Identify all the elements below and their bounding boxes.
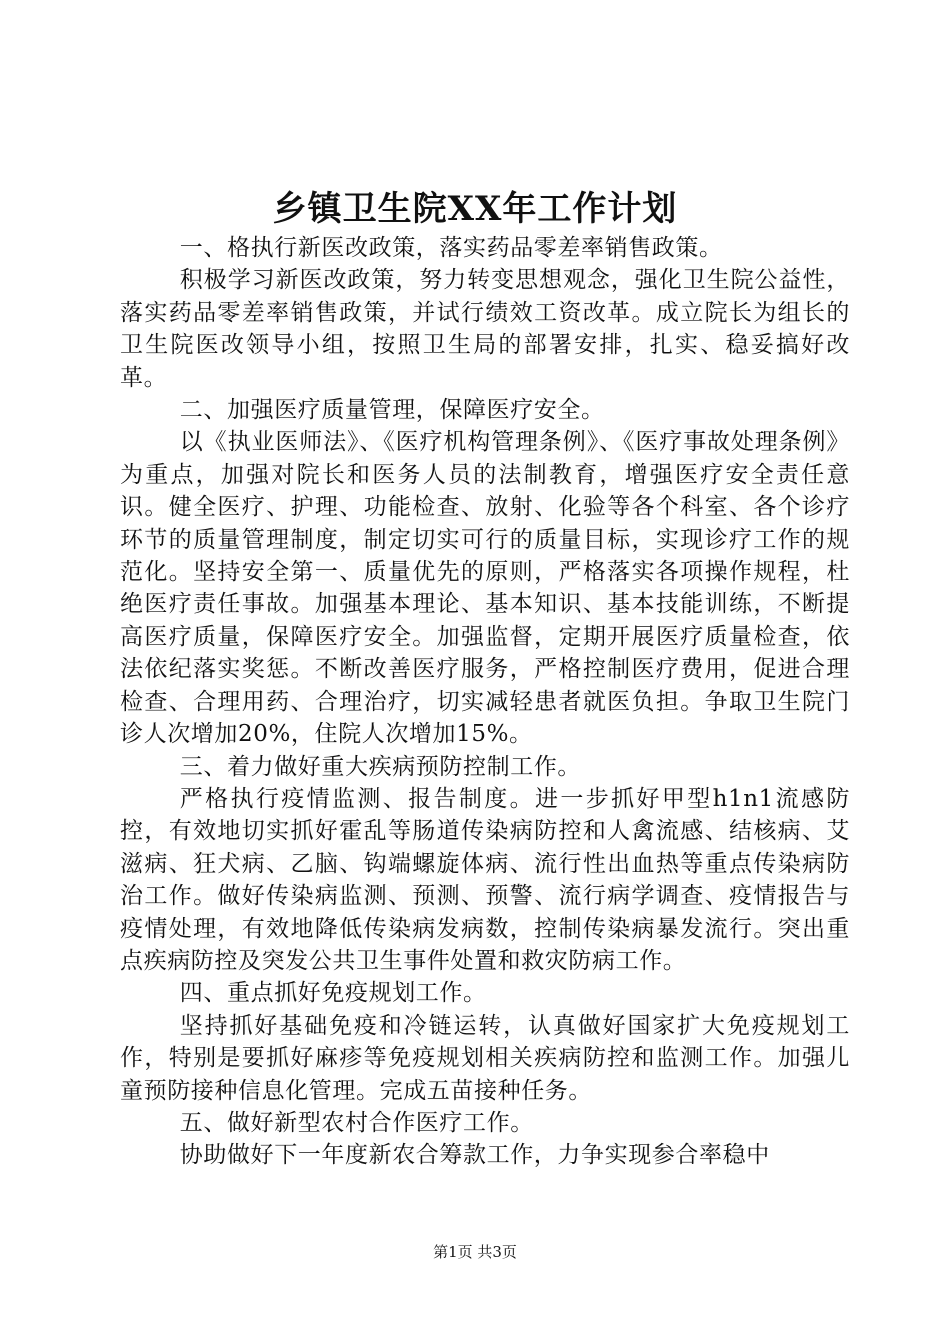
paragraph-section-5-heading: 五、做好新型农村合作医疗工作。 [179, 1109, 534, 1136]
paragraph-section-3-body: 严格执行疫情监测、报告制度。进一步抓好甲型h1n1流感防控，有效地切实抓好霍乱等肠道传染病防控和人禽流感、结核病、艾滋病、狂犬病、乙脑、钩端螺旋体病、流行性出血热等重点传染病防治工作。做好传染病监测、预测、预警、流行病学调查、疫情报告与疫情处理，有效地降低传染病发病数，控制传染病暴发流行。突出重点疾病防控及突发公共卫生事件处置和救灾防病工作。 [120, 785, 850, 974]
paragraph-section-1-body: 积极学习新医改政策，努力转变思想观念，强化卫生院公益性，落实药品零差率销售政策，并试行绩效工资改革。成立院长为组长的卫生院医改领导小组，按照卫生局的部署安排，扎实、稳妥搞好改革。 [120, 267, 850, 391]
paragraph-section-2-body: 以《执业医师法》、《医疗机构管理条例》、《医疗事故处理条例》为重点，加强对院长和医务人员的法制教育，增强医疗安全责任意识。健全医疗、护理、功能检查、放射、化验等各个科室、各个诊疗环节的质量管理制度，制定切实可行的质量目标，实现诊疗工作的规范化。坚持安全第一、质量优先的原则，严格落实各项操作规程，杜绝医疗责任事故。加强基本理论、基本知识、基本技能训练，不断提高医疗质量，保障医疗安全。加强监督，定期开展医疗质量检查，依法依纪落实奖惩。不断改善医疗服务，严格控制医疗费用，促进合理检查、合理用药、合理治疗，切实减轻患者就医负担。争取卫生院门诊人次增加20%，住院人次增加15%。 [120, 429, 850, 748]
paragraph-section-4-body: 坚持抓好基础免疫和冷链运转，认真做好国家扩大免疫规划工作，特别是要抓好麻疹等免疫规划相关疾病防控和监测工作。加强儿童预防接种信息化管理。完成五苗接种任务。 [120, 1012, 850, 1104]
paragraph-section-4-heading: 四、重点抓好免疫规划工作。 [179, 980, 487, 1007]
paragraph-section-3-heading: 三、着力做好重大疾病预防控制工作。 [179, 753, 581, 780]
document-title: 乡镇卫生院XX年工作计划 [272, 189, 678, 229]
paragraph-section-2-heading: 二、加强医疗质量管理，保障医疗安全。 [179, 397, 605, 424]
paragraph-section-1-heading: 一、格执行新医改政策，落实药品零差率销售政策。 [179, 235, 723, 261]
page-number-footer: 第1页 共3页 [433, 1243, 517, 1261]
document-body [120, 232, 850, 1172]
paragraph-section-5-body: 协助做好下一年度新农合筹款工作，力争实现参合率稳中 [179, 1142, 770, 1169]
